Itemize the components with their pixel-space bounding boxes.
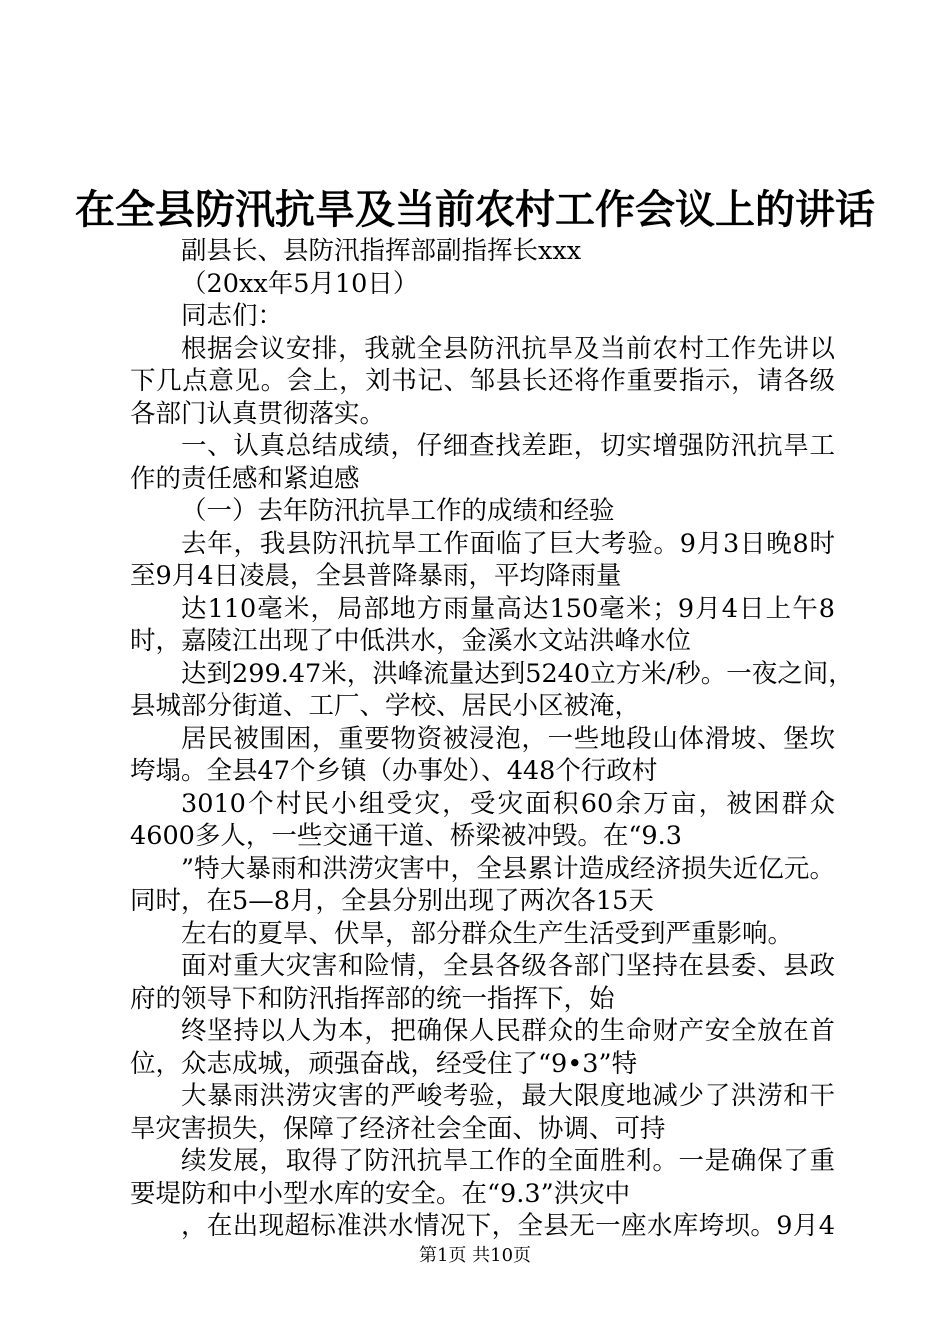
- body-line: ，在出现超标准洪水情况下，全县无一座水库垮坝。9月4: [181, 1211, 835, 1241]
- body-line: 至9月4日凌晨，全县普降暴雨，平均降雨量: [130, 561, 622, 591]
- body-line: 同志们：: [181, 301, 284, 331]
- document-body: [130, 235, 854, 1243]
- body-line: 去年，我县防汛抗旱工作面临了巨大考验。9月3日晚8时: [181, 528, 835, 559]
- body-line: 居民被围困，重要物资被浸泡，一些地段山体滑坡、堡坎: [181, 723, 835, 754]
- body-line: 达110毫米，局部地方雨量高达150毫米；9月4日上午8: [181, 593, 835, 624]
- body-line: 府的领导下和防汛指挥部的统一指挥下，始: [130, 983, 615, 1014]
- body-line: （20xx年5月10日）: [181, 268, 419, 299]
- body-line: 左右的夏旱、伏旱，部分群众生产生活受到严重影响。: [181, 918, 794, 949]
- body-line: 同时，在5—8月，全县分别出现了两次各15天: [130, 886, 654, 916]
- body-line: 垮塌。全县47个乡镇（办事处）、448个行政村: [130, 756, 658, 786]
- body-line: 时，嘉陵江出现了中低洪水，金溪水文站洪峰水位: [130, 626, 692, 656]
- body-line: 作的责任感和紧迫感: [130, 463, 360, 494]
- body-line: 达到299.47米，洪峰流量达到5240立方米/秒。一夜之间，: [181, 658, 854, 689]
- body-line: 各部门认真贯彻落实。: [130, 398, 386, 429]
- body-line: （一）去年防汛抗旱工作的成绩和经验: [181, 496, 615, 526]
- body-line: 大暴雨洪涝灾害的严峻考验，最大限度地减少了洪涝和干: [181, 1081, 835, 1111]
- body-line: 面对重大灾害和险情，全县各级各部门坚持在县委、县政: [181, 951, 835, 981]
- body-line: 县城部分街道、工厂、学校、居民小区被淹，: [130, 691, 641, 721]
- body-line: ”特大暴雨和洪涝灾害中，全县累计造成经济损失近亿元。: [181, 853, 835, 884]
- page-footer: 第1页 共10页: [418, 1245, 532, 1266]
- body-line: 要堤防和中小型水库的安全。在“9.3”洪灾中: [130, 1178, 631, 1209]
- body-line: 4600多人，一些交通干道、桥梁被冲毁。在“9.3: [130, 821, 682, 851]
- body-line: 位，众志成城，顽强奋战，经受住了“9•3”特: [130, 1048, 638, 1079]
- body-line: 终坚持以人为本，把确保人民群众的生命财产安全放在首: [181, 1016, 835, 1046]
- body-line: 旱灾害损失，保障了经济社会全面、协调、可持: [130, 1113, 666, 1144]
- body-line: 副县长、县防汛指挥部副指挥长xxx: [181, 236, 582, 266]
- body-line: 根据会议安排，我就全县防汛抗旱及当前农村工作先讲以: [181, 333, 835, 364]
- document-title: 在全县防汛抗旱及当前农村工作会议上的讲话: [75, 187, 875, 233]
- body-line: 续发展，取得了防汛抗旱工作的全面胜利。一是确保了重: [181, 1146, 835, 1176]
- body-line: 3010个村民小组受灾，受灾面积60余万亩，被困群众: [181, 788, 835, 819]
- body-line: 一、认真总结成绩，仔细查找差距，切实增强防汛抗旱工: [181, 431, 835, 461]
- body-line: 下几点意见。会上，刘书记、邹县长还将作重要指示，请各级: [130, 366, 835, 396]
